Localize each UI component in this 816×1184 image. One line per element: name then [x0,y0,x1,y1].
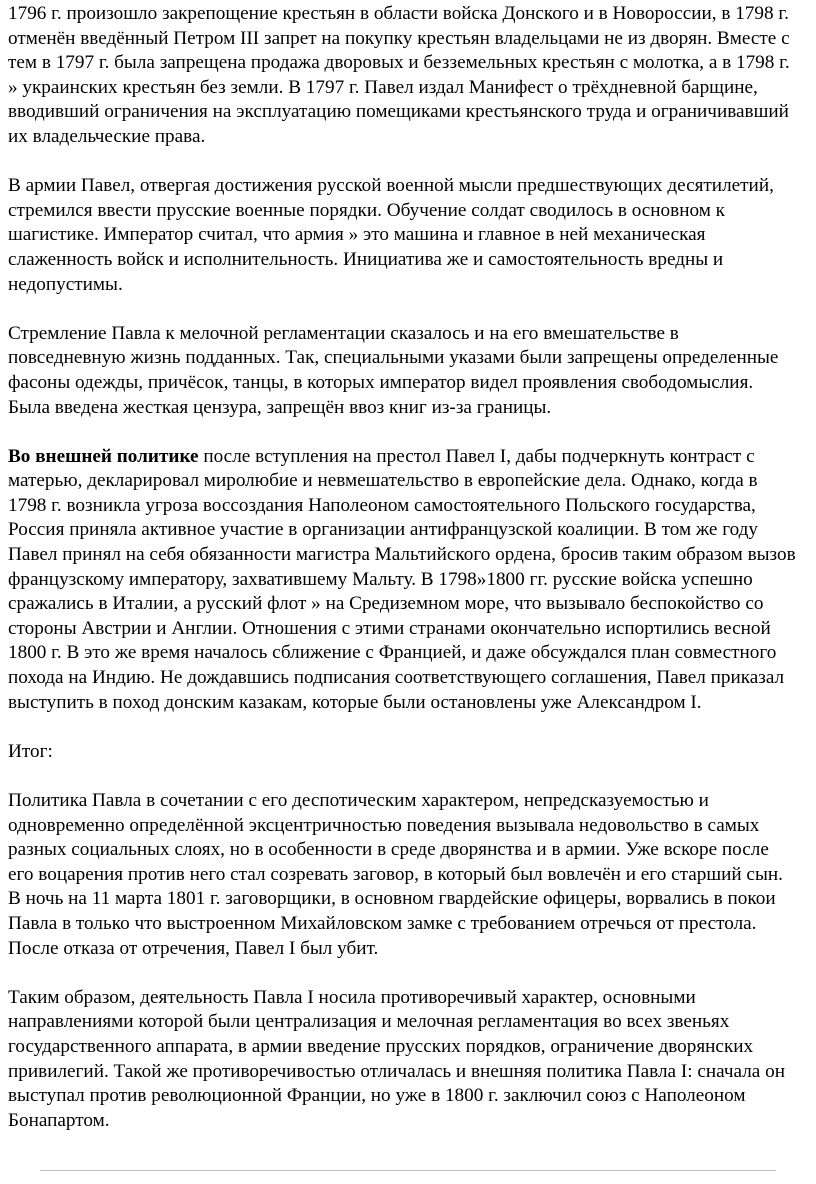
paragraph-regulation: Стремление Павла к мелочной регламентации сказалось и на его вмешательстве в повседневную жизнь подданных. Так, специальными указами были запрещены определенные фасоны одежды, причёсок, танцы, в которых император видел проявления свободомыслия. Была введена жесткая цензура, запрещён ввоз книг из-за границы. [8,322,779,418]
paragraph-conclusion: Таким образом, деятельность Павла I носила противоречивый характер, основными направлениями которой были централизация и мелочная регламентация во всех звеньях государственного аппарата, в армии введение прусских порядков, ограничение дворянских привилегий. Такой же противоречивостью отличалась и внешняя политика Павла I: сначала он выступал против революционной Франции, но уже в 1800 г. заключил союз с Наполеоном Бонапартом. [8,986,785,1131]
paragraph-foreign-policy [8,445,796,716]
foreign-policy-text: после вступления на престол Павел I, дабы подчеркнуть контраст с матерью, декларировал миролюбие и невмешательство в европейские дела. Однако, когда в 1798 г. возникла угроза воссоздания Наполеоном самостоятельного Польского государства, Россия приняла активное участие в организации антифранцузской коалиции. В том же году Павел принял на себя обязанности магистра Мальтийского ордена, бросив таким образом вызов французскому императору, захватившему Мальту. В 1798»1800 гг. русские войска успешно сражались в Италии, а русский флот » на Средиземном море, что вызывало беспокойство со стороны Австрии и Англии. Отношения с этими странами окончательно испортились весной 1800 г. В это же время началось сближение с Францией, и даже обсуждался план совместного похода на Индию. Не дождавшись подписания соответствующего соглашения, Павел приказал выступить в поход донским казакам, которые были остановлены уже Александром I. [8,445,796,713]
footer-divider [40,1170,776,1171]
paragraph-conspiracy: Политика Павла в сочетании с его деспотическим характером, непредсказуемостью и одновременно определённой эксцентричностью поведения вызывала недовольство в самых разных социальных слоях, но в особенности в среде дворянства и в армии. Уже вскоре после его воцарения против него стал созревать заговор, в который был вовлечён и его старший сын. В ночь на 11 марта 1801 г. заговорщики, в основном гвардейские офицеры, ворвались в покои Павла в только что выстроенном Михайловском замке с требованием отречься от престола. После отказа от отречения, Павел I был убит. [8,790,783,959]
paragraph-peasant-policy: 1796 г. произошло закрепощение крестьян в области войска Донского и в Новороссии, в 1798 г. отменён введённый Петром III запрет на покупку крестьян владельцами не из дворян. Вместе с тем в 1797 г. была запрещена продажа дворовых и безземельных крестьян с молотка, а в 1798 г. » украинских крестьян без земли. В 1797 г. Павел издал Манифест о трёхдневной барщине, вводивший ограничения на эксплуатацию помещиками крестьянского труда и ограничивавший их владельческие права. [8,3,790,147]
foreign-policy-lead: Во внешней политике [8,445,199,467]
paragraph-summary-heading: Итог: [8,740,53,762]
paragraph-army-reforms: В армии Павел, отвергая достижения русской военной мысли предшествующих десятилетий, стремился ввести прусские военные порядки. Обучение солдат сводилось в основном к шагистике. Император считал, что армия » это машина и главное в ней механическая слаженность войск и исполнительность. Инициатива же и самостоятельность вредны и недопустимы. [8,175,774,295]
